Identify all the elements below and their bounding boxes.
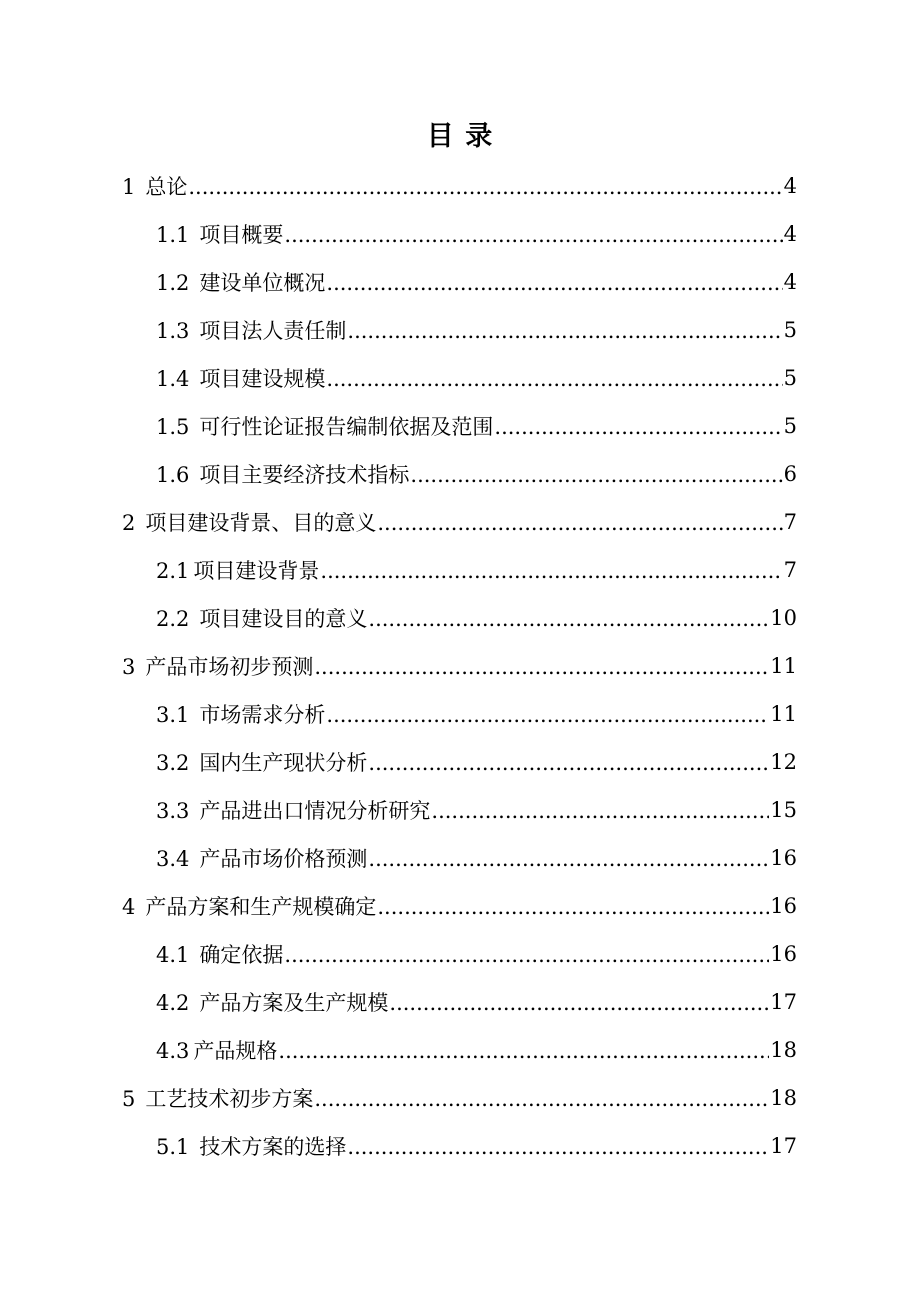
toc-entry-label: 项目法人责任制 bbox=[199, 319, 347, 343]
toc-entry-label: 产品进出口情况分析研究 bbox=[199, 799, 431, 823]
toc-dot-leader bbox=[494, 415, 782, 439]
toc-page-number: 17 bbox=[770, 990, 797, 1014]
toc-page-number: 11 bbox=[770, 702, 797, 726]
toc-section-entry[interactable] bbox=[156, 738, 797, 786]
toc-dot-leader bbox=[320, 559, 782, 583]
toc-entry-heading bbox=[122, 1083, 313, 1113]
toc-section-entry[interactable] bbox=[156, 786, 797, 834]
toc-section-entry[interactable] bbox=[156, 258, 797, 306]
toc-entry-heading bbox=[156, 987, 388, 1017]
toc-dot-leader bbox=[314, 655, 769, 679]
toc-section-entry[interactable] bbox=[156, 210, 797, 258]
toc-page-number: 18 bbox=[770, 1038, 797, 1062]
toc-entry-heading bbox=[156, 795, 430, 825]
toc-entry-label: 产品规格 bbox=[193, 1039, 278, 1063]
toc-dot-leader bbox=[377, 511, 782, 535]
toc-entry-label: 产品方案和生产规模确定 bbox=[145, 895, 377, 919]
toc-section-entry[interactable] bbox=[156, 402, 797, 450]
toc-entry-number: 1.6 bbox=[156, 463, 190, 487]
toc-dot-leader bbox=[368, 607, 769, 631]
toc-entry-number: 4.2 bbox=[156, 991, 190, 1015]
toc-entry-number: 2.2 bbox=[156, 607, 190, 631]
toc-entry-number: 3.2 bbox=[156, 751, 190, 775]
toc-page-number: 12 bbox=[770, 750, 797, 774]
toc-entry-heading bbox=[156, 267, 325, 297]
toc-title: 目 录 bbox=[426, 121, 494, 152]
toc-entry-number: 2 bbox=[122, 511, 136, 535]
toc-entry-label: 工艺技术初步方案 bbox=[145, 1087, 314, 1111]
toc-page-number: 16 bbox=[770, 846, 797, 870]
toc-dot-leader bbox=[314, 1087, 769, 1111]
toc-entry-label: 建设单位概况 bbox=[199, 271, 326, 295]
toc-chapter-entry[interactable] bbox=[122, 882, 797, 930]
toc-entry-label: 市场需求分析 bbox=[199, 703, 326, 727]
toc-section-entry[interactable] bbox=[156, 1026, 797, 1074]
toc-page-number: 15 bbox=[770, 798, 797, 822]
toc-chapter-entry[interactable] bbox=[122, 498, 797, 546]
toc-dot-leader bbox=[188, 175, 782, 199]
toc-entry-number: 4 bbox=[122, 895, 136, 919]
toc-page-number: 4 bbox=[783, 222, 797, 246]
toc-entry-heading bbox=[122, 651, 313, 681]
toc-page-number: 11 bbox=[770, 654, 797, 678]
toc-section-entry[interactable] bbox=[156, 306, 797, 354]
toc-entry-number: 3.3 bbox=[156, 799, 190, 823]
toc-entry-heading bbox=[156, 747, 367, 777]
toc-entry-heading bbox=[156, 219, 283, 249]
toc-entry-label: 确定依据 bbox=[199, 943, 284, 967]
toc-entry-number: 1.1 bbox=[156, 223, 190, 247]
toc-page-number: 16 bbox=[770, 894, 797, 918]
toc-entry-label: 国内生产现状分析 bbox=[199, 751, 368, 775]
toc-entry-number: 1.4 bbox=[156, 367, 190, 391]
toc-entry-number: 3 bbox=[122, 655, 136, 679]
toc-section-entry[interactable] bbox=[156, 450, 797, 498]
toc-page-number: 16 bbox=[770, 942, 797, 966]
toc-section-entry[interactable] bbox=[156, 978, 797, 1026]
toc-entry-label: 产品市场初步预测 bbox=[145, 655, 314, 679]
toc-entry-number: 5 bbox=[122, 1087, 136, 1111]
toc-entry-number: 2.1 bbox=[156, 559, 190, 583]
toc-dot-leader bbox=[347, 1135, 769, 1159]
toc-entry-heading bbox=[156, 603, 367, 633]
toc-entry-heading bbox=[156, 1131, 346, 1161]
toc-page-number: 18 bbox=[770, 1086, 797, 1110]
toc-page-number: 4 bbox=[783, 174, 797, 198]
toc-section-entry[interactable] bbox=[156, 834, 797, 882]
toc-entry-heading bbox=[156, 315, 346, 345]
toc-entry-heading bbox=[156, 555, 319, 585]
toc-dot-leader bbox=[368, 847, 769, 871]
toc-dot-leader bbox=[389, 991, 769, 1015]
toc-chapter-entry[interactable] bbox=[122, 1074, 797, 1122]
toc-entry-number: 1.3 bbox=[156, 319, 190, 343]
toc-entry-heading bbox=[156, 699, 325, 729]
toc-section-entry[interactable] bbox=[156, 690, 797, 738]
toc-dot-leader bbox=[377, 895, 769, 919]
toc-entry-heading bbox=[122, 171, 187, 201]
toc-entry-heading bbox=[122, 507, 376, 537]
toc-entry-heading bbox=[122, 891, 376, 921]
toc-page-number: 5 bbox=[783, 366, 797, 390]
toc-section-entry[interactable] bbox=[156, 546, 797, 594]
toc-entry-heading bbox=[156, 459, 409, 489]
toc-page-number: 5 bbox=[783, 318, 797, 342]
toc-page-number: 7 bbox=[783, 510, 797, 534]
toc-dot-leader bbox=[431, 799, 769, 823]
toc-dot-leader bbox=[347, 319, 782, 343]
toc-dot-leader bbox=[278, 1039, 769, 1063]
toc-chapter-entry[interactable] bbox=[122, 162, 797, 210]
toc-page-number: 4 bbox=[783, 270, 797, 294]
toc-entry-label: 项目建设背景、目的意义 bbox=[145, 511, 377, 535]
toc-entry-number: 4.1 bbox=[156, 943, 190, 967]
toc-page-number: 6 bbox=[783, 462, 797, 486]
toc-entry-label: 项目概要 bbox=[199, 223, 284, 247]
toc-entry-label: 项目建设目的意义 bbox=[199, 607, 368, 631]
toc-entry-label: 总论 bbox=[145, 175, 188, 199]
toc-entry-label: 产品方案及生产规模 bbox=[199, 991, 389, 1015]
toc-entry-number: 1.2 bbox=[156, 271, 190, 295]
toc-dot-leader bbox=[410, 463, 782, 487]
toc-page-number: 5 bbox=[783, 414, 797, 438]
toc-entry-label: 项目主要经济技术指标 bbox=[199, 463, 410, 487]
toc-entry-label: 技术方案的选择 bbox=[199, 1135, 347, 1159]
toc-entry-number: 1 bbox=[122, 175, 136, 199]
toc-page-number: 7 bbox=[783, 558, 797, 582]
toc-entry-number: 4.3 bbox=[156, 1039, 190, 1063]
toc-section-entry[interactable] bbox=[156, 930, 797, 978]
toc-section-entry[interactable] bbox=[156, 354, 797, 402]
toc-section-entry[interactable] bbox=[156, 594, 797, 642]
toc-entry-heading bbox=[156, 939, 283, 969]
toc-dot-leader bbox=[284, 943, 769, 967]
toc-dot-leader bbox=[326, 703, 769, 727]
toc-page-number: 17 bbox=[770, 1134, 797, 1158]
toc-entry-heading bbox=[156, 843, 367, 873]
toc-entry-label: 产品市场价格预测 bbox=[199, 847, 368, 871]
toc-entry-label: 可行性论证报告编制依据及范围 bbox=[199, 415, 494, 439]
toc-entry-number: 3.1 bbox=[156, 703, 190, 727]
toc-entry-heading bbox=[156, 411, 493, 441]
toc-entry-heading bbox=[156, 363, 325, 393]
toc-entry-number: 5.1 bbox=[156, 1135, 190, 1159]
toc-chapter-entry[interactable] bbox=[122, 642, 797, 690]
toc-entry-label: 项目建设背景 bbox=[193, 559, 320, 583]
toc-dot-leader bbox=[326, 367, 782, 391]
toc-entry-heading bbox=[156, 1035, 277, 1065]
toc-section-entry[interactable] bbox=[156, 1122, 797, 1170]
toc-page-number: 10 bbox=[770, 606, 797, 630]
toc-dot-leader bbox=[284, 223, 782, 247]
toc-entry-number: 3.4 bbox=[156, 847, 190, 871]
toc-dot-leader bbox=[326, 271, 782, 295]
toc-entry-label: 项目建设规模 bbox=[199, 367, 326, 391]
toc-entry-number: 1.5 bbox=[156, 415, 190, 439]
toc-dot-leader bbox=[368, 751, 769, 775]
